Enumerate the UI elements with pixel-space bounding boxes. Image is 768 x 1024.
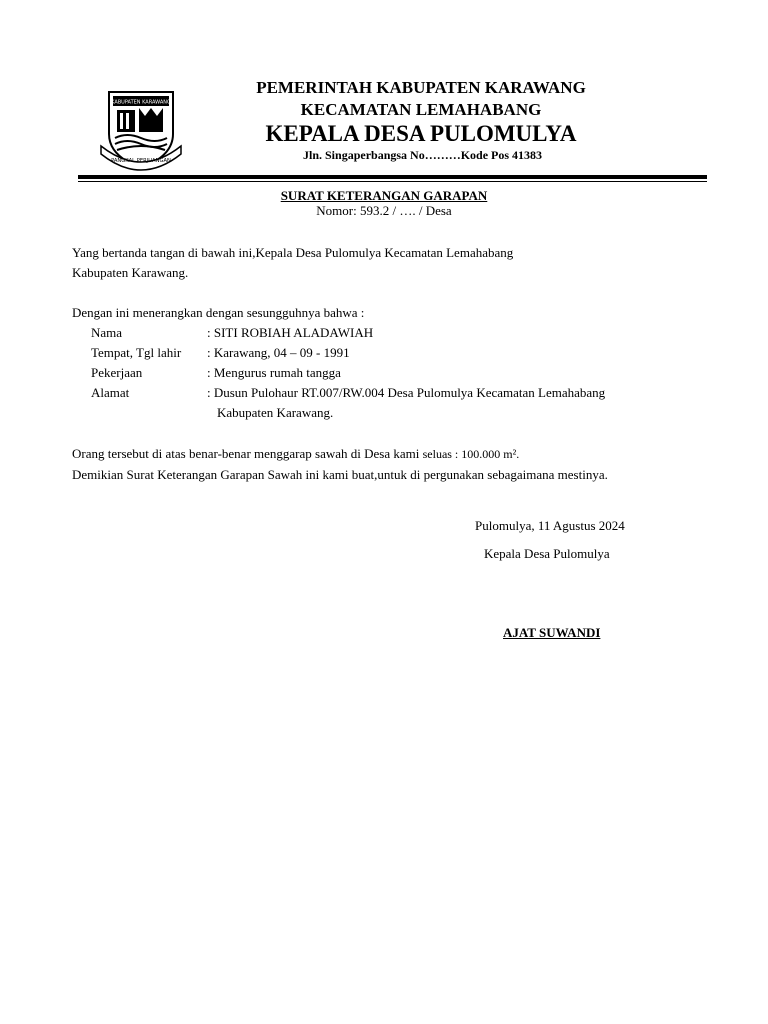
sign-place-date: Pulomulya, 11 Agustus 2024 [475,518,625,533]
logo-bottom-text: PANGKAL PERJUANGAN [111,158,171,164]
intro-line-2: Kabupaten Karawang. [72,265,189,280]
letterhead-village-head: KEPALA DESA PULOMULYA [265,121,577,146]
field-value-occupation: : Mengurus rumah tangga [207,365,341,380]
letterhead-government: PEMERINTAH KABUPATEN KARAWANG [256,78,586,97]
letterhead-district: KECAMATAN LEMAHABANG [300,100,542,119]
document-title: SURAT KETERANGAN GARAPAN [280,188,488,203]
body-line-1-main: Orang tersebut di atas benar-benar menggarap sawah di Desa kami [72,446,423,461]
letterhead-address: Jln. Singaperbangsa No………Kode Pos 41383 [303,148,543,162]
field-label-occupation: Pekerjaan [91,365,143,380]
body-line-2: Demikian Surat Keterangan Garapan Sawah ini kami buat,untuk di pergunakan sebagaimana mestinya. [72,467,608,482]
sign-name: AJAT SUWANDI [503,625,601,640]
statement-line: Dengan ini menerangkan dengan sesungguhnya bahwa : [72,305,365,320]
letterhead-divider-thick [78,175,707,179]
document-number: Nomor: 593.2 / …. / Desa [316,203,452,218]
field-value-address-cont: Kabupaten Karawang. [217,405,334,420]
intro-line-1: Yang bertanda tangan di bawah ini,Kepala Desa Pulomulya Kecamatan Lemahabang [72,245,514,260]
body-line-1-area: seluas : 100.000 m². [422,447,520,461]
field-label-address: Alamat [91,385,130,400]
field-value-address: : Dusun Pulohaur RT.007/RW.004 Desa Pulomulya Kecamatan Lemahabang [207,385,606,400]
body-line-1 [72,446,519,462]
field-label-name: Nama [91,325,123,340]
logo-top-text: KABUPATEN KARAWANG [111,99,171,106]
field-value-birth: : Karawang, 04 – 09 - 1991 [207,345,350,360]
field-value-name: : SITI ROBIAH ALADAWIAH [207,325,374,340]
field-label-birth: Tempat, Tgl lahir [91,345,182,360]
sign-position: Kepala Desa Pulomulya [484,546,610,561]
letterhead-divider-thin [78,181,707,182]
